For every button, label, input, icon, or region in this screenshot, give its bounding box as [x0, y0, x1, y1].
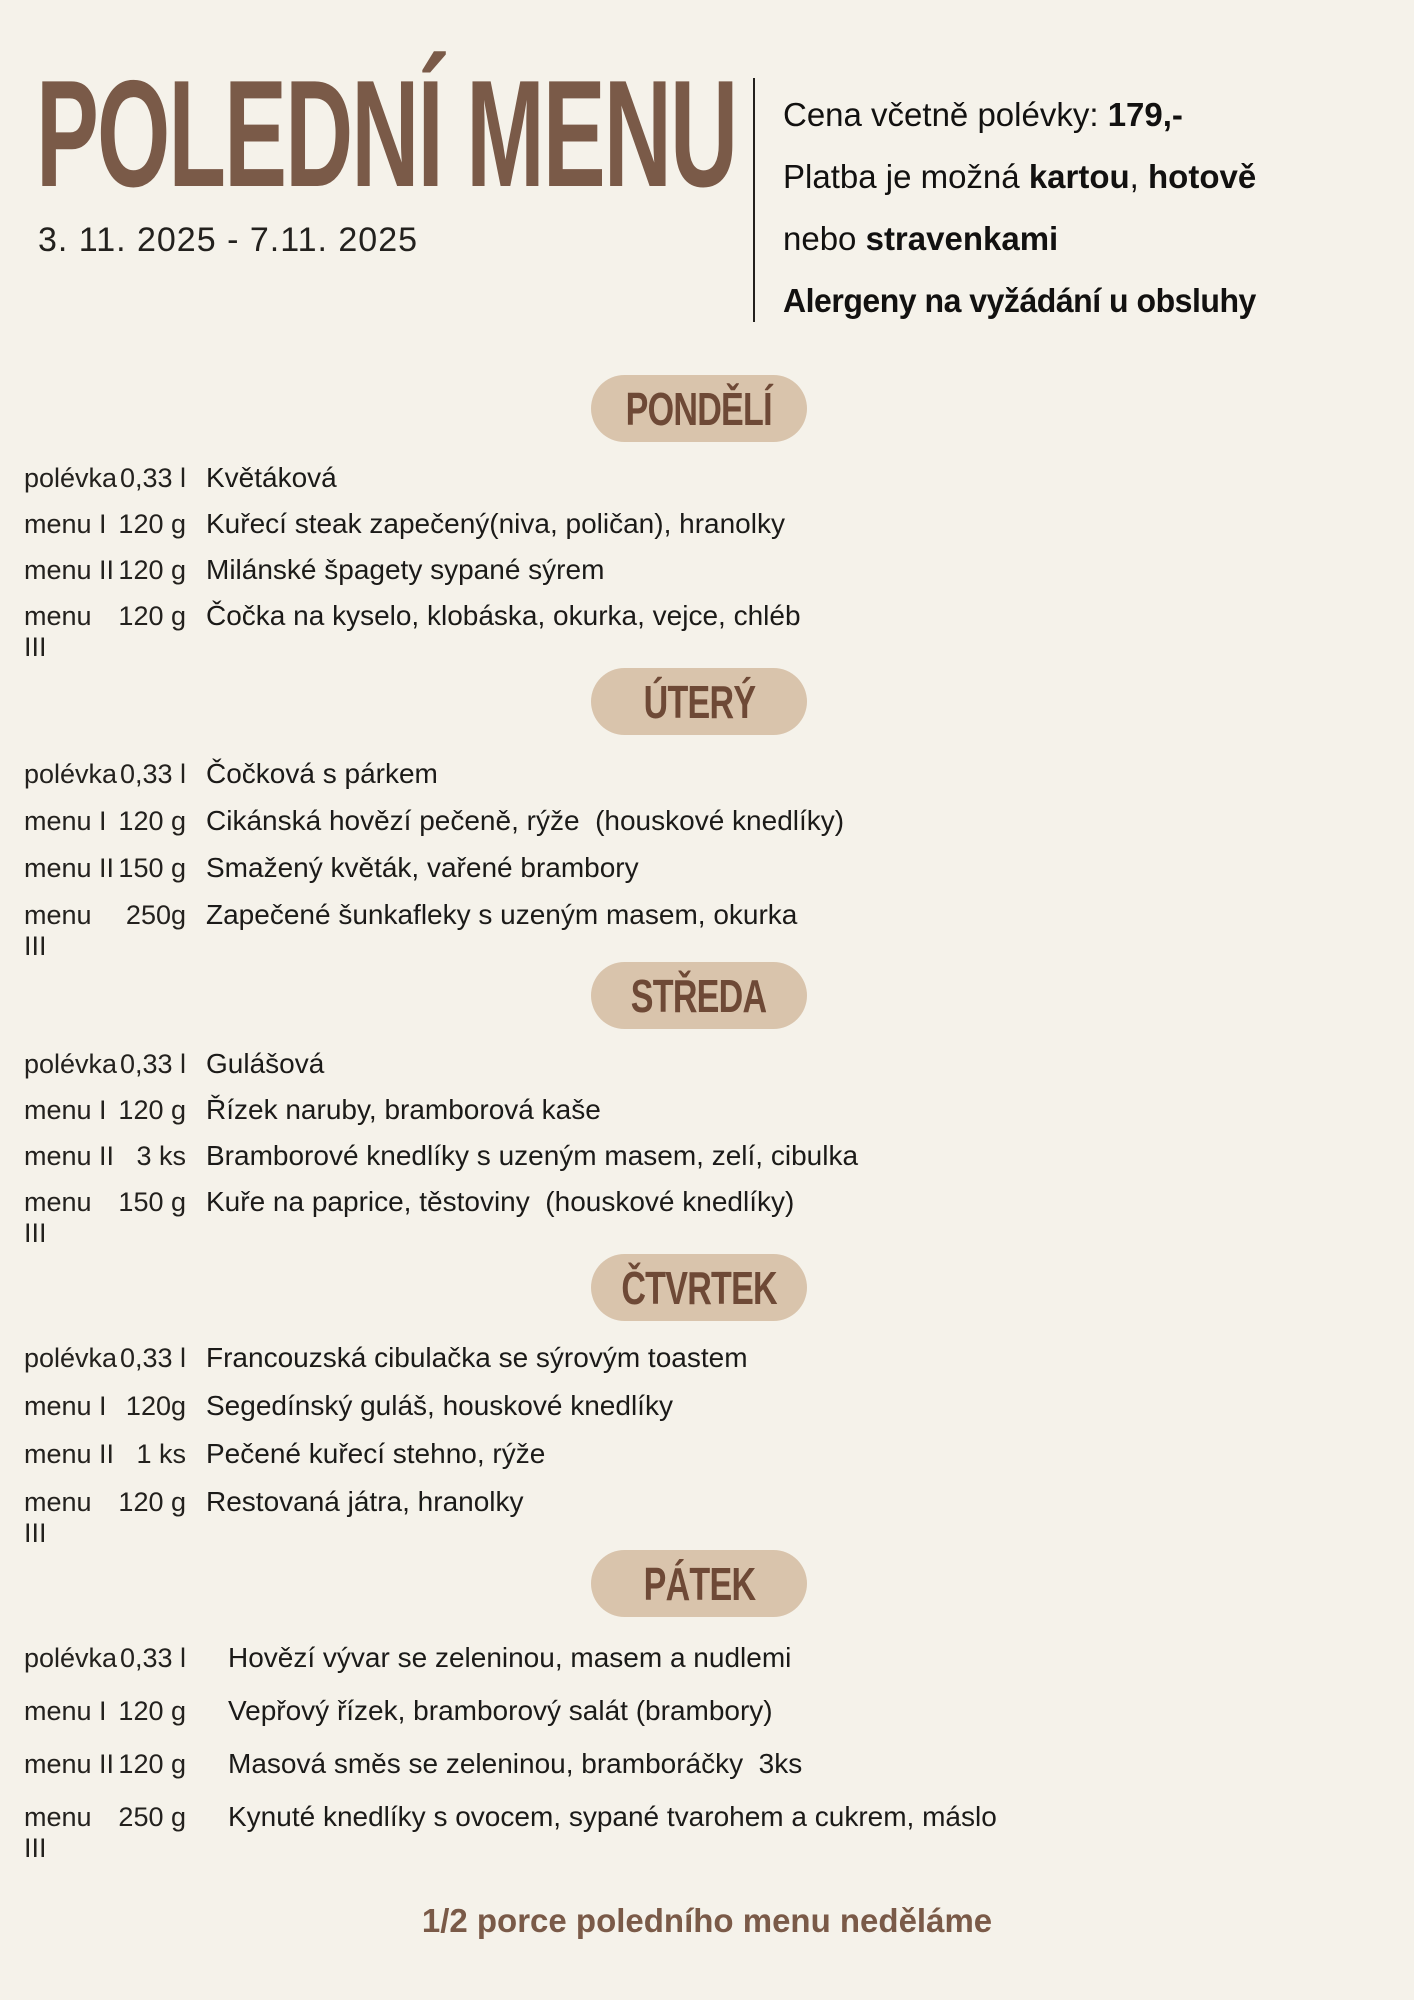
monday-rows	[0, 462, 1394, 662]
payment-vouchers: stravenkami	[865, 220, 1059, 257]
menu-row	[0, 852, 1394, 899]
header-divider	[753, 78, 755, 322]
menu-row	[0, 1140, 1394, 1186]
footer-note: 1/2 porce poledního menu neděláme	[421, 1902, 993, 1939]
day-label: ČTVRTEK	[621, 1261, 777, 1314]
payment-cash: hotově	[1148, 158, 1257, 195]
row-label: polévka	[24, 759, 118, 789]
row-label: menu III	[24, 1187, 92, 1248]
row-label: menu III	[24, 1802, 92, 1863]
row-dish: Vepřový řízek, bramborový salát (brambory)	[228, 1695, 773, 1726]
row-dish: Restovaná játra, hranolky	[206, 1486, 524, 1517]
day-badge-wednesday	[591, 962, 807, 1029]
price-label: Cena včetně polévky:	[783, 96, 1108, 133]
menu-row	[0, 1342, 1394, 1390]
wednesday-rows	[0, 1048, 1394, 1248]
menu-row	[0, 758, 1394, 805]
menu-row	[0, 554, 1394, 600]
day-label: PÁTEK	[643, 1557, 755, 1610]
menu-row	[0, 1094, 1394, 1140]
row-label: menu III	[24, 1487, 92, 1548]
row-dish: Řízek naruby, bramborová kaše	[206, 1094, 601, 1125]
row-dish: Kuře na paprice, těstoviny (houskové knedlíky)	[206, 1186, 795, 1217]
row-label: menu I	[24, 806, 107, 836]
day-badge-thursday	[591, 1254, 807, 1321]
row-quantity: 0,33 l	[119, 1643, 186, 1673]
row-dish: Milánské špagety sypané sýrem	[206, 554, 605, 585]
day-badge-friday	[591, 1550, 807, 1617]
row-quantity: 3 ks	[136, 1141, 186, 1171]
price-value: 179,-	[1107, 96, 1183, 133]
row-label: menu III	[24, 601, 92, 662]
row-label: polévka	[24, 1049, 118, 1079]
row-dish: Květáková	[206, 462, 337, 493]
thursday-rows	[0, 1342, 1394, 1548]
row-quantity: 250 g	[118, 1802, 186, 1832]
row-dish: Čočková s párkem	[206, 758, 438, 789]
row-quantity: 0,33 l	[119, 1343, 186, 1373]
payment-card: kartou	[1028, 158, 1130, 195]
row-quantity: 120 g	[118, 1749, 186, 1779]
friday-rows	[0, 1642, 1394, 1863]
row-dish: Francouzská cibulačka se sýrovým toastem	[206, 1342, 748, 1373]
payment-separator: ,	[1129, 158, 1149, 195]
menu-row	[0, 508, 1394, 554]
tuesday-rows	[0, 758, 1394, 961]
row-label: menu II	[24, 1749, 115, 1779]
row-dish: Zapečené šunkafleky s uzeným masem, okurka	[206, 899, 798, 930]
row-label: menu I	[24, 1095, 107, 1125]
menu-row	[0, 1048, 1394, 1094]
menu-row	[0, 1748, 1394, 1801]
menu-row	[0, 805, 1394, 852]
row-dish: Gulášová	[206, 1048, 325, 1079]
row-label: menu III	[24, 900, 92, 961]
row-label: polévka	[24, 463, 118, 493]
row-dish: Kuřecí steak zapečený(niva, poličan), hranolky	[206, 508, 785, 539]
row-dish: Hovězí vývar se zeleninou, masem a nudlemi	[228, 1642, 792, 1673]
row-quantity: 120 g	[118, 1095, 186, 1125]
row-quantity: 120g	[125, 1391, 186, 1421]
menu-row	[0, 462, 1394, 508]
menu-row	[0, 1390, 1394, 1438]
row-dish: Cikánská hovězí pečeně, rýže (houskové knedlíky)	[206, 805, 845, 836]
row-dish: Segedínský guláš, houskové knedlíky	[206, 1390, 673, 1421]
row-dish: Pečené kuřecí stehno, rýže	[206, 1438, 546, 1469]
price-line	[783, 84, 1270, 146]
row-dish: Masová směs se zeleninou, bramboráčky 3ks	[228, 1748, 803, 1779]
menu-row	[0, 899, 1394, 961]
row-quantity: 120 g	[118, 1696, 186, 1726]
menu-row	[0, 1186, 1394, 1248]
row-label: polévka	[24, 1643, 118, 1673]
row-label: menu II	[24, 1141, 115, 1171]
row-quantity: 1 ks	[136, 1439, 186, 1469]
row-quantity: 120 g	[118, 601, 186, 631]
menu-row	[0, 1486, 1394, 1548]
day-label: STŘEDA	[631, 969, 767, 1022]
day-badge-tuesday	[591, 668, 807, 735]
info-block	[783, 84, 1270, 332]
payment-prefix: Platba je možná	[783, 158, 1029, 195]
allergens-note: Alergeny na vyžádání u obsluhy	[783, 282, 1256, 319]
row-quantity: 0,33 l	[119, 463, 186, 493]
day-label: ÚTERÝ	[643, 675, 755, 728]
row-quantity: 0,33 l	[119, 1049, 186, 1079]
row-label: menu II	[24, 853, 115, 883]
payment-line	[783, 146, 1270, 208]
date-range: 3. 11. 2025 - 7.11. 2025	[38, 221, 419, 259]
row-label: menu I	[24, 509, 107, 539]
payment-prefix-2: nebo	[783, 220, 866, 257]
row-dish: Čočka na kyselo, klobáska, okurka, vejce, chléb	[206, 600, 801, 631]
row-label: menu I	[24, 1391, 107, 1421]
menu-row	[0, 1438, 1394, 1486]
menu-row	[0, 1801, 1394, 1863]
row-label: polévka	[24, 1343, 118, 1373]
menu-row	[0, 600, 1394, 662]
menu-row	[0, 1642, 1394, 1695]
row-quantity: 120 g	[118, 1487, 186, 1517]
row-quantity: 150 g	[118, 1187, 186, 1217]
row-label: menu II	[24, 1439, 115, 1469]
day-label: PONDĚLÍ	[625, 382, 773, 435]
row-quantity: 120 g	[118, 806, 186, 836]
row-dish: Kynuté knedlíky s ovocem, sypané tvarohem a cukrem, máslo	[228, 1801, 997, 1832]
row-dish: Bramborové knedlíky s uzeným masem, zelí, cibulka	[206, 1140, 859, 1171]
row-quantity: 0,33 l	[119, 759, 186, 789]
day-badge-monday	[591, 375, 807, 442]
row-quantity: 120 g	[118, 555, 186, 585]
row-quantity: 250g	[125, 900, 186, 930]
row-quantity: 150 g	[118, 853, 186, 883]
row-dish: Smažený květák, vařené brambory	[206, 852, 639, 883]
page-title: POLEDNÍ MENU	[36, 49, 737, 219]
row-quantity: 120 g	[118, 509, 186, 539]
row-label: menu II	[24, 555, 115, 585]
payment-line-2	[783, 208, 1270, 270]
menu-row	[0, 1695, 1394, 1748]
row-label: menu I	[24, 1696, 107, 1726]
